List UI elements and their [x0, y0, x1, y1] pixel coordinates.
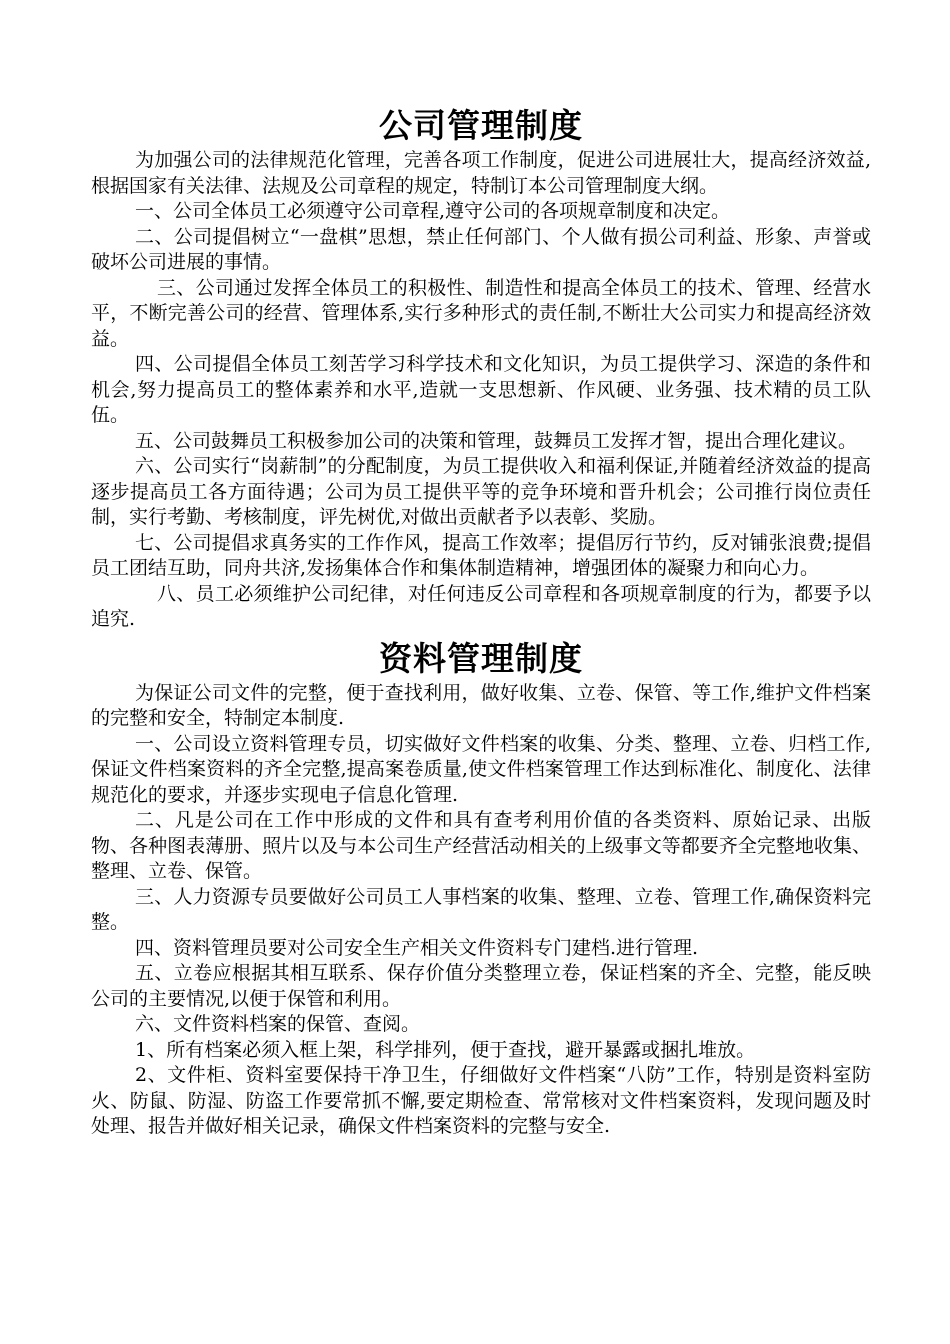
section-title-document-management: 资料管理制度: [379, 638, 583, 678]
paragraph-item-6: 六、文件资料档案的保管、查阅。: [135, 1013, 421, 1035]
document-content: [91, 104, 871, 1140]
paragraph-item-7: 七、公司提倡求真务实的工作作风，提高工作效率；提倡厉行节约，反对铺张浪费;提倡员工团结互助，同舟共济,发扬集体合作和集体制造精神，增强团体的凝聚力和向心力。: [91, 531, 871, 579]
paragraph-item-3: 三、公司通过发挥全体员工的积极性、制造性和提高全体员工的技术、管理、经营水平，不断完善公司的经营、管理体系,实行多种形式的责任制,不断壮大公司实力和提高经济效益。: [91, 276, 871, 350]
paragraph-item-1: 一、公司设立资料管理专员，切实做好文件档案的收集、分类、整理、立卷、归档工作,保证文件档案资料的齐全完整,提高案卷质量,使文件档案管理工作达到标准化、制度化、法律规范化的要求，并逐步实现电子信息化管理.: [91, 732, 871, 806]
paragraph-item-5: 五、公司鼓舞员工积极参加公司的决策和管理，鼓舞员工发挥才智，提出合理化建议。: [135, 429, 858, 452]
paragraph-intro: 为保证公司文件的完整，便于查找利用，做好收集、立卷、保管、等工作,维护文件档案的完整和安全，特制定本制度.: [91, 681, 871, 729]
paragraph-intro: 为加强公司的法律规范化管理，完善各项工作制度，促进公司进展壮大，提高经济效益,根据国家有关法律、法规及公司章程的规定，特制订本公司管理制度大纲。: [91, 149, 871, 197]
paragraph-item-3: 三、人力资源专员要做好公司员工人事档案的收集、整理、立卷、管理工作,确保资料完整。: [91, 885, 871, 933]
paragraph-subitem-1: 1、所有档案必须入框上架，科学排列，便于查找，避开暴露或捆扎堆放。: [135, 1038, 756, 1061]
paragraph-item-6: 六、公司实行“岗薪制”的分配制度，为员工提供收入和福利保证,并随着经济效益的提高逐步提高员工各方面待遇；公司为员工提供平等的竞争环境和晋升机会；公司推行岗位责任制，实行考勤、考核制度，评先树优,对做出贡献者予以表彰、奖励。: [91, 455, 871, 528]
paragraph-subitem-2: 2、文件柜、资料室要保持干净卫生，仔细做好文件档案“八防”工作，特别是资料室防火、防鼠、防湿、防盗工作要常抓不懈,要定期检查、常常核对文件档案资料，发现问题及时处理、报告并做好相关记录，确保文件档案资料的完整与安全.: [91, 1064, 871, 1137]
paragraph-item-2: 二、公司提倡树立“一盘棋”思想，禁止任何部门、个人做有损公司利益、形象、声誉或破坏公司进展的事情。: [91, 225, 871, 273]
paragraph-item-2: 二、凡是公司在工作中形成的文件和具有查考利用价值的各类资料、原始记录、出版物、各种图表薄册、照片以及与本公司生产经营活动相关的上级事文等都要齐全完整地收集、整理、立卷、保管。: [91, 809, 871, 882]
paragraph-item-4: 四、资料管理员要对公司安全生产相关文件资料专门建档.进行管理.: [135, 936, 699, 959]
section-title-company-management: 公司管理制度: [379, 106, 583, 145]
paragraph-item-1: 一、公司全体员工必须遵守公司章程,遵守公司的各项规章制度和决定。: [135, 200, 731, 222]
paragraph-item-4: 四、公司提倡全体员工刻苦学习科学技术和文化知识，为员工提供学习、深造的条件和机会,努力提高员工的整体素养和水平,造就一支思想新、作风硬、业务强、技术精的员工队伍。: [91, 353, 871, 426]
paragraph-item-8: 八、员工必须维护公司纪律，对任何违反公司章程和各项规章制度的行为，都要予以追究.: [91, 582, 871, 630]
paragraph-item-5: 五、立卷应根据其相互联系、保存价值分类整理立卷，保证档案的齐全、完整，能反映公司的主要情况,以便于保管和利用。: [91, 962, 871, 1010]
